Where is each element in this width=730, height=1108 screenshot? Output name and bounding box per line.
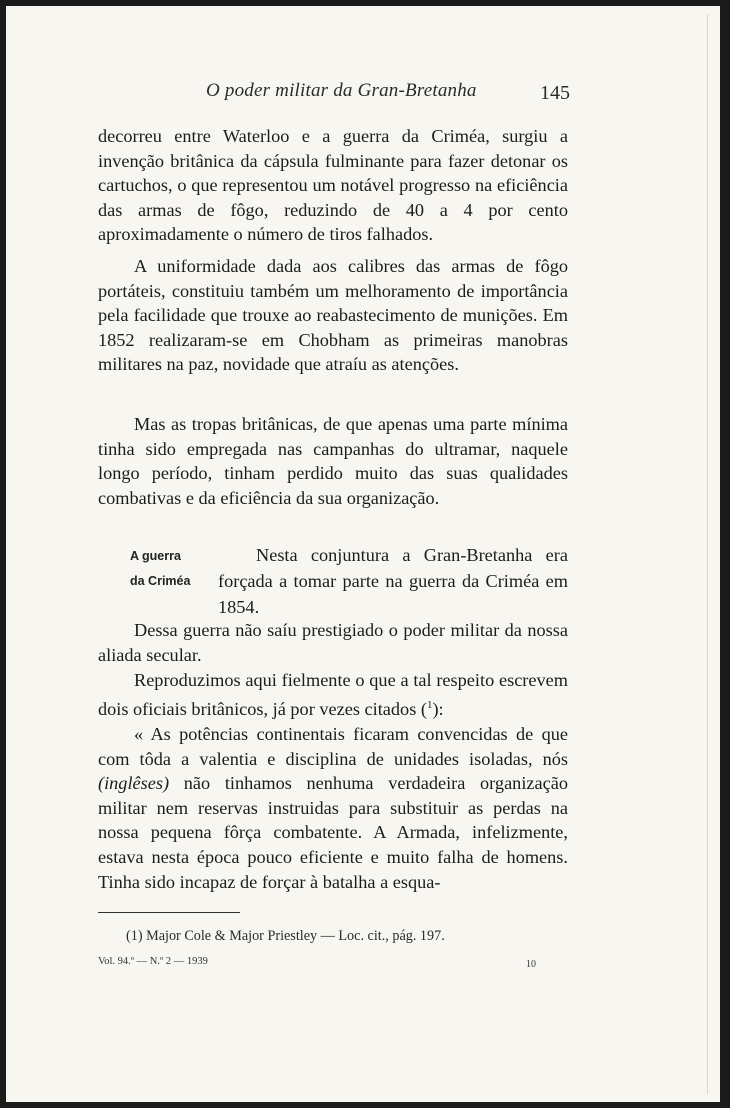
- margin-heading-line-2: da Criméa: [130, 573, 191, 588]
- footnote-marker: (1): [126, 928, 143, 944]
- quote-start: « As potências continentais ficaram convencidas de que com tôda a valentia e disciplina de unidades isoladas, nós: [98, 724, 568, 769]
- paragraph-3: [98, 412, 568, 510]
- quotation-paragraph: [98, 722, 568, 894]
- paragraph-5: [98, 618, 568, 667]
- paragraph-5-text: Dessa guerra não saíu prestigiado o poder militar da nossa aliada secular.: [98, 620, 568, 665]
- paragraph-6-text: [98, 668, 568, 721]
- footnote-reference: 1: [426, 698, 433, 711]
- paragraph-6-end: ):: [432, 698, 444, 719]
- paragraph-6-start: Reproduzimos aqui fielmente o que a tal respeito escrevem dois oficiais britânicos, já por vezes citados (: [98, 670, 568, 719]
- footnote: [126, 928, 445, 945]
- page-number: 145: [540, 82, 570, 104]
- scan-edge-line: [707, 14, 708, 1094]
- quotation-text: [98, 722, 568, 894]
- paragraph-2-text: A uniformidade dada aos calibres das armas de fôgo portáteis, constituiu também um melhoramento de importância pela facilidade que trouxe ao reabastecimento de munições. Em 1852 realizaram-se em Chobham as primeiras manobras militares na paz, novidade que atraíu as atenções.: [98, 256, 568, 375]
- signature-mark: 10: [526, 959, 536, 970]
- footnote-divider: [98, 912, 240, 913]
- margin-heading: [130, 544, 190, 593]
- paragraph-4: Nesta conjuntura a Gran-Bretanha era forçada a tomar parte na guerra da Criméa em 1854.: [218, 545, 568, 617]
- paragraph-1-text: decorreu entre Waterloo e a guerra da Criméa, surgiu a invenção britânica da cápsula fulminante para fazer detonar os cartuchos, o que representou um notável progresso na eficiência das armas de fôgo, reduzindo de 40 a 4 por cento aproximadamente o número de tiros falhados.: [98, 126, 568, 245]
- document-page: [6, 6, 720, 1102]
- quote-italic: (inglêses): [98, 773, 170, 794]
- margin-heading-line-1: A guerra: [130, 549, 181, 563]
- paragraph-1: [98, 124, 568, 247]
- quote-end: não tinhamos nenhuma verdadeira organização militar nem reservas instruidas para substituir as perdas na nossa pequena fôrça combatente. A Armada, infelizmente, estava nesta época pouco eficiente e muito falha de homens. Tinha sido incapaz de forçar à batalha a esqua-: [98, 773, 568, 892]
- running-title: O poder militar da Gran-Bretanha: [206, 80, 477, 101]
- volume-info: Vol. 94.º — N.º 2 — 1939: [98, 956, 208, 967]
- paragraph-2: [98, 254, 568, 377]
- paragraph-6: [98, 668, 568, 721]
- footnote-text: Major Cole & Major Priestley — Loc. cit., pág. 197.: [146, 928, 445, 944]
- paragraph-3-text: Mas as tropas britânicas, de que apenas uma parte mínima tinha sido empregada nas campanhas do ultramar, naquele longo período, tinham perdido muito das suas qualidades combativas e da eficiência da sua organização.: [98, 414, 568, 508]
